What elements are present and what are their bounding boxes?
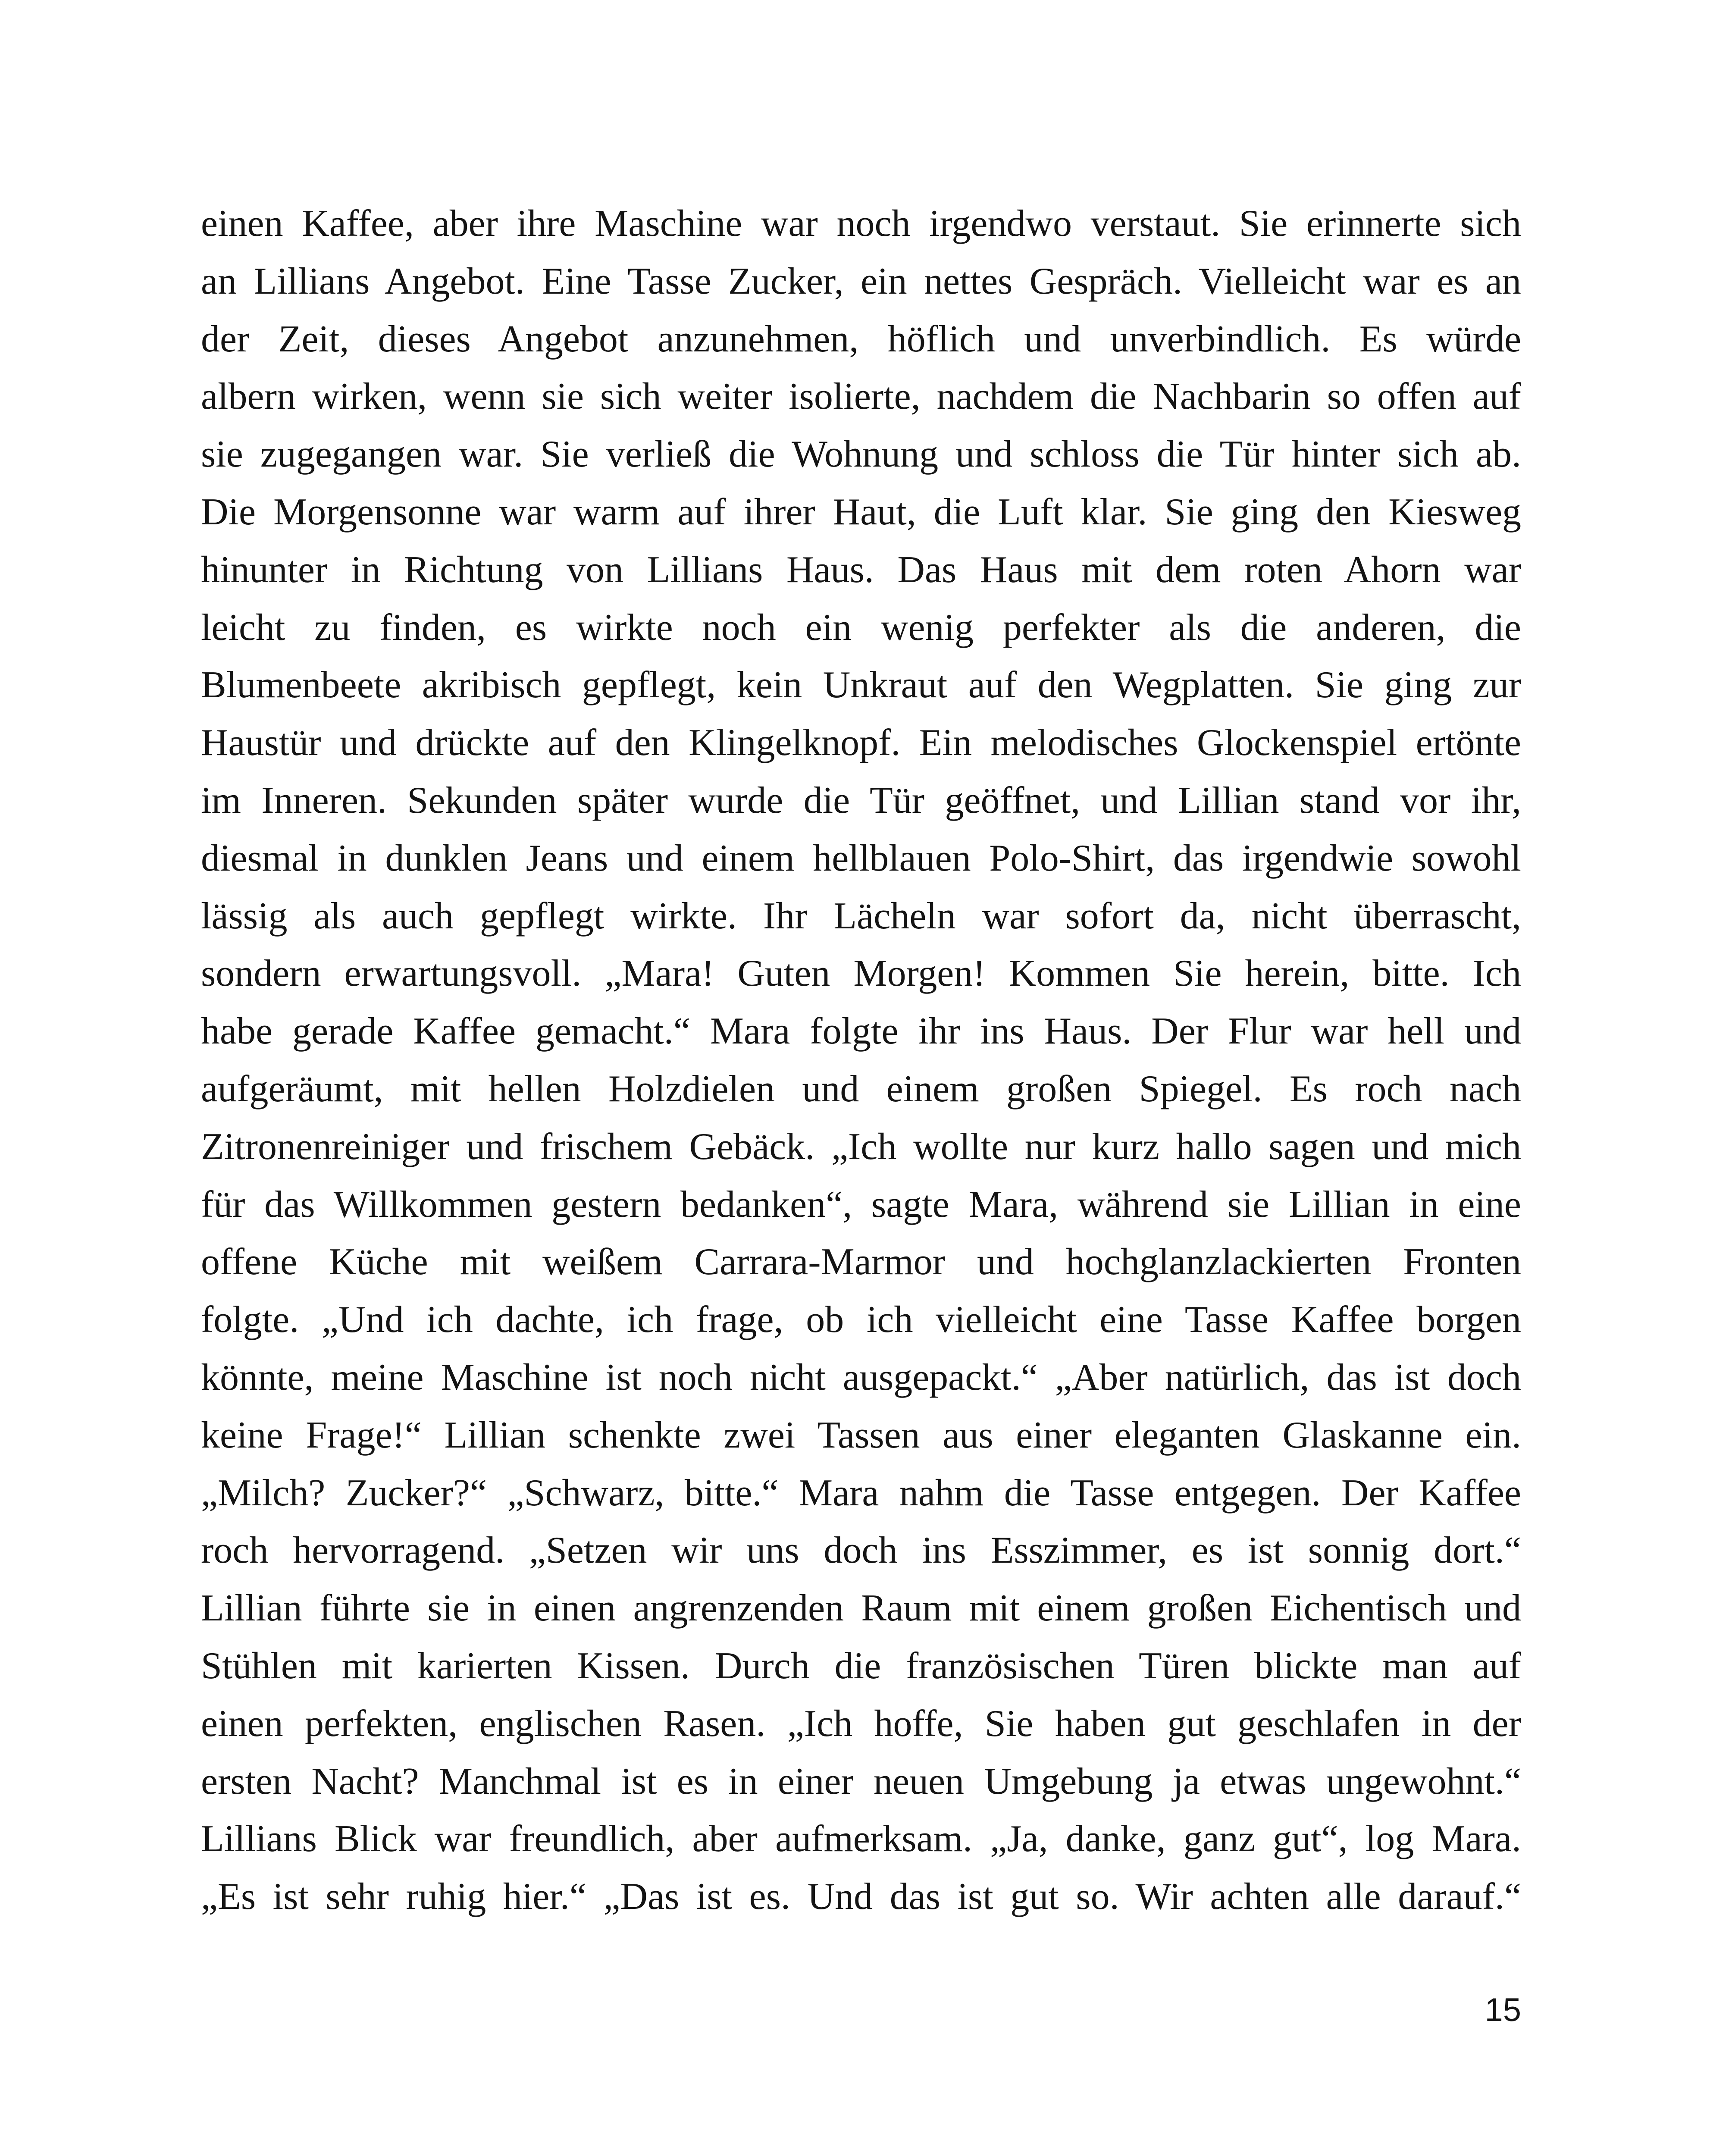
- text-line: Stühlen mit karierten Kissen. Durch die französischen Türen blickte man auf: [201, 1645, 1521, 1687]
- text-line: „Milch? Zucker?“ „Schwarz, bitte.“ Mara nahm die Tasse entgegen. Der Kaffee: [201, 1472, 1521, 1514]
- text-line: „Es ist sehr ruhig hier.“ „Das ist es. Und das ist gut so. Wir achten alle darauf.“: [201, 1876, 1521, 1918]
- text-line: albern wirken, wenn sie sich weiter isolierte, nachdem die Nachbarin so offen auf: [201, 376, 1521, 418]
- text-line: Blumenbeete akribisch gepflegt, kein Unkraut auf den Wegplatten. Sie ging zur: [201, 664, 1521, 706]
- text-line: diesmal in dunklen Jeans und einem hellblauen Polo-Shirt, das irgendwie sowohl: [201, 837, 1521, 879]
- text-line: im Inneren. Sekunden später wurde die Tür geöffnet, und Lillian stand vor ihr,: [201, 779, 1521, 821]
- text-line: folgte. „Und ich dachte, ich frage, ob ich vielleicht eine Tasse Kaffee borgen: [201, 1299, 1521, 1341]
- text-line: habe gerade Kaffee gemacht.“ Mara folgte ihr ins Haus. Der Flur war hell und: [201, 1010, 1521, 1053]
- text-line: sie zugegangen war. Sie verließ die Wohnung und schloss die Tür hinter sich ab.: [201, 433, 1521, 476]
- page-number: 15: [1485, 1992, 1521, 2028]
- text-line: für das Willkommen gestern bedanken“, sagte Mara, während sie Lillian in eine: [201, 1183, 1521, 1225]
- text-line: Lillians Blick war freundlich, aber aufmerksam. „Ja, danke, ganz gut“, log Mara.: [201, 1818, 1521, 1860]
- text-line: leicht zu finden, es wirkte noch ein wenig perfekter als die anderen, die: [201, 606, 1521, 649]
- text-line: ersten Nacht? Manchmal ist es in einer neuen Umgebung ja etwas ungewohnt.“: [201, 1760, 1521, 1802]
- text-line: Haustür und drückte auf den Klingelknopf. Ein melodisches Glockenspiel ertönte: [201, 722, 1521, 764]
- text-line: hinunter in Richtung von Lillians Haus. Das Haus mit dem roten Ahorn war: [201, 548, 1521, 591]
- text-line: an Lillians Angebot. Eine Tasse Zucker, ein nettes Gespräch. Vielleicht war es an: [201, 260, 1521, 302]
- text-line: könnte, meine Maschine ist noch nicht ausgepackt.“ „Aber natürlich, das ist doch: [201, 1356, 1521, 1398]
- text-line: Zitronenreiniger und frischem Gebäck. „Ich wollte nur kurz hallo sagen und mich: [201, 1125, 1521, 1168]
- text-line: lässig als auch gepflegt wirkte. Ihr Lächeln war sofort da, nicht überrascht,: [201, 895, 1521, 937]
- text-line: Die Morgensonne war warm auf ihrer Haut, die Luft klar. Sie ging den Kiesweg: [201, 491, 1521, 533]
- text-line: keine Frage!“ Lillian schenkte zwei Tassen aus einer eleganten Glaskanne ein.: [201, 1414, 1521, 1456]
- text-line: sondern erwartungsvoll. „Mara! Guten Morgen! Kommen Sie herein, bitte. Ich: [201, 953, 1521, 995]
- text-line: roch hervorragend. „Setzen wir uns doch ins Esszimmer, es ist sonnig dort.“: [201, 1529, 1521, 1572]
- text-line: der Zeit, dieses Angebot anzunehmen, höflich und unverbindlich. Es würde: [201, 318, 1521, 360]
- text-line: einen Kaffee, aber ihre Maschine war noch irgendwo verstaut. Sie erinnerte sich: [201, 203, 1521, 244]
- text-line: aufgeräumt, mit hellen Holzdielen und einem großen Spiegel. Es roch nach: [201, 1068, 1521, 1110]
- text-line: offene Küche mit weißem Carrara-Marmor und hochglanzlackierten Fronten: [201, 1241, 1521, 1283]
- text-line: Lillian führte sie in einen angrenzenden Raum mit einem großen Eichentisch und: [201, 1587, 1521, 1630]
- body-text: [201, 195, 1521, 1926]
- text-line: einen perfekten, englischen Rasen. „Ich hoffe, Sie haben gut geschlafen in der: [201, 1702, 1521, 1745]
